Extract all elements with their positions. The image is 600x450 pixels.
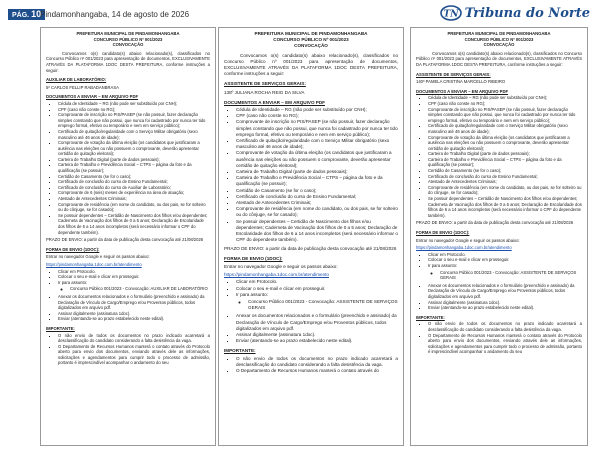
send-method-title: FORMA DE ENVIO (1DOC):	[416, 230, 470, 235]
document-item: ▪ Atestado de Antecedentes Criminais;	[236, 200, 398, 206]
document-item: ▪ Se possuir dependentes – Certidão de Nascimento dos filhos e/ou dependentes; Caderneta de Vacinação dos filhos de 0 a 5 anos; Declaração de Escolaridade dos filhos de 6 a 14 anos incompletos (será necessário informar o CPF do dependente também).	[58, 213, 210, 235]
important-item: ▪ O Departamento de Recursos Humanos manterá o contato através do Protocolo aberto para envio dos documentos, enviando através dele as informações, solicitações e agendamentos para cumprir todo o processo de admissão, portanto é imprescindível acompanhar o andamento do seu	[58, 344, 210, 366]
step-item: ▪ Enviar (atentando-se ao prazo estabelecido neste edital).	[428, 305, 582, 311]
substep-item: ◦ Concurso Público 001/2023 - Convocação: ASSISTENTE DE SERVIÇOS GERAIS	[248, 299, 398, 311]
documents-title: DOCUMENTOS A ENVIAR – EM ARQUIVO PDF	[46, 94, 139, 100]
newspaper-logo-icon	[440, 5, 462, 21]
role-title: ASSISTENTE DE SERVIÇOS GERAIS:	[416, 71, 491, 77]
step-item: ▪ Assinar digitalmente (assinatura 1doc).	[428, 300, 582, 306]
protocol-link[interactable]: https://pindamonhangaba.1doc.com.br/atendimento	[46, 261, 142, 267]
send-method-title: FORMA DE ENVIO (1DOC):	[224, 255, 283, 261]
document-item: ▪ Cédula de Identidade – RG (não pode ser substituído por CNH);	[236, 107, 398, 113]
step-item: ▪ Assinar digitalmente (assinatura 1doc).	[58, 311, 210, 317]
substep-item: ◦ Concurso Público 001/2023 - Convocação: ASSISTENTE DE SERVIÇOS GERAIS	[440, 270, 582, 281]
notice-intro: Convocamos o(s) candidato(s) abaixo relacionado(s), classificados no Concurso Público nº 001/2023 para apresentação de documentos, EXCLUSIVAMENTE ATRAVÉS DA PLATAFORMA 1DOC DESTA PREFEITURA, conforme instruções a seguir:	[46, 50, 210, 73]
document-item: ▪ Certificado de quitação/regularidade com o Serviço Militar obrigatório (sexo masculino até 46 anos de idade);	[236, 138, 398, 150]
document-item: ▪ CPF (caso não conste no RG);	[236, 113, 398, 119]
protocol-link[interactable]: https://pindamonhangaba.1doc.com.br/atendimento	[224, 272, 329, 278]
step-item: ▪ Colocar o seu e-mail e clicar em prosseguir.	[428, 257, 582, 263]
important-item: ▪ O não envio de todos os documentos no prazo indicado acarretará a desclassificação do candidato considerando a falta desistência da vaga.	[428, 321, 582, 332]
document-item: ▪ Certificado de conclusão do curso de Ensino Fundamental;	[58, 179, 210, 185]
notice-org: PREFEITURA MUNICIPAL DE PINDAMONHANGABA	[254, 31, 368, 36]
step-item: ▪ Clicar em Protocolo.	[58, 269, 210, 275]
deadline-text: PRAZO DE ENVIO: a partir da data de publicação desta convocação até 21/08/2026	[224, 245, 397, 251]
step-item: ▪ Enviar (atentando-se ao prazo estabelecido neste edital).	[236, 338, 398, 344]
svg-text:TN: TN	[443, 9, 459, 20]
notice-intro: Convocamos o(s) candidato(s) abaixo relacionado(s), classificados no Concurso Público nº 001/2023 para apresentação de documentos, EXCLUSIVAMENTE ATRAVÉS DA PLATAFORMA 1DOC DESTA PREFEITURA, conforme instruções a seguir:	[224, 52, 398, 77]
steps-list	[416, 252, 582, 311]
document-item: ▪ Comprovante de inscrição no PIS/PASEP (se não possuir, fazer declaração simples constando que não possui, que nunca foi cadastrado por nunca ter tido emprego formal, efetivo ou temporário e nem em serviço público);	[428, 107, 582, 124]
notice-org: PREFEITURA MUNICIPAL DE PINDAMONHANGABA	[447, 31, 551, 36]
notice-contest: CONCURSO PÚBLICO Nº 001/2023	[93, 36, 163, 42]
document-item: ▪ Certificado de conclusão do curso de Auxiliar de Laboratório;	[58, 185, 210, 191]
important-item: ▪ O não envio de todos os documentos no prazo indicado acarretará a desclassificação do candidato considerando a falta desistência da vaga.	[236, 356, 398, 368]
steps-list	[46, 269, 210, 322]
notice-column-3	[410, 27, 588, 446]
document-item: ▪ Certificado de conclusão do curso de Ensino Fundamental;	[428, 174, 582, 180]
document-item: ▪ Comprovante de residência (em nome do candidato, ou dos pais, se for solteiro ou do cônjuge, se for casado);	[428, 185, 582, 196]
document-item: ▪ Carteira de Trabalho Digital (parte de dados pessoais);	[428, 151, 582, 157]
step-item: ▪ Anexar os documentos relacionados e o formulário (preenchido e assinado) da Declaração de Vínculo de Cargo/Emprego e/ou Proventos públicos, todos digitalizados em arquivo pdf.	[428, 283, 582, 300]
candidate-name: 138º JULIANA ROCHA REIG DA SILVA	[224, 89, 305, 95]
notice-call: CONVOCAÇÃO	[112, 42, 144, 48]
step-item: ▪ Ir para assunto:	[236, 292, 398, 298]
notice-column-2	[218, 27, 404, 446]
document-item: ▪ Atestado de Antecedentes Criminais;	[58, 196, 210, 202]
document-item: ▪ Se possuir dependentes – Certidão de Nascimento dos filhos e/ou dependentes; Caderneta de Vacinação dos filhos de 0 a 5 anos; Declaração de Escolaridade dos filhos de 6 a 14 anos incompletos (será necessário informar o CPF do dependente também).	[428, 196, 582, 218]
document-item: ▪ Cédula de Identidade – RG (não pode ser substituído por CNH);	[428, 95, 582, 101]
step-item: ▪ Colocar o seu e-mail e clicar em prosseguir.	[58, 274, 210, 280]
document-item: ▪ Certificado de conclusão do curso de Ensino Fundamental;	[236, 194, 398, 200]
send-method-intro: Entrar no navegador Google e seguir os passos abaixo:	[224, 263, 338, 269]
newspaper-brand	[440, 3, 590, 23]
document-item: ▪ Carteira de Trabalho Digital (parte de dados pessoais);	[58, 157, 210, 163]
document-item: ▪ Comprovante de votação da última eleição (os candidatos que justificaram a ausência nas eleições ou não possuem o comprovante, deverão apresentar certidão de quitação eleitoral);	[428, 135, 582, 152]
step-item: ▪ Ir para assunto:	[428, 263, 582, 269]
notice-org: PREFEITURA MUNICIPAL DE PINDAMONHANGABA	[76, 31, 180, 36]
document-item: ▪ Certidão de Casamento (se for o caso);	[428, 168, 582, 174]
document-item: ▪ Comprovante de votação da última eleição (os candidatos que justificaram a ausência nas eleições ou não possuem o comprovante, deverão apresentar certidão de quitação eleitoral);	[58, 140, 210, 157]
document-item: ▪ Certidão de Casamento (se for o caso);	[236, 188, 398, 194]
document-item: ▪ Atestado de Antecedentes Criminais;	[428, 179, 582, 185]
documents-list	[224, 107, 398, 243]
important-title: IMPORTANTE:	[416, 314, 445, 320]
document-item: ▪ Comprovante de inscrição no PIS/PASEP (se não possuir, fazer declaração simples constando que não possui, que nunca foi cadastrado por nunca ter tido emprego formal, efetivo ou temporário e nem em serviço público);	[58, 112, 210, 129]
step-item: ▪ Colocar o seu e-mail e clicar em prosseguir.	[236, 286, 398, 292]
documents-list	[46, 101, 210, 235]
document-item: ▪ Carteira de Trabalho e Previdência Social – CTPS – página da foto e da qualificação (se possuir);	[58, 162, 210, 173]
step-item: ▪ Clicar em Protocolo.	[236, 279, 398, 285]
substep-list	[428, 270, 582, 281]
document-item: ▪ Certificado de quitação/regularidade com o Serviço Militar obrigatório (sexo masculino até 46 anos de idade);	[428, 123, 582, 134]
substep-list	[58, 286, 210, 292]
document-item: ▪ CPF (caso não conste no RG);	[428, 101, 582, 107]
step-item: ▪ Anexar os documentos relacionados e o formulário (preenchido e assinado) da Declaração de Vínculo de Cargo/Emprego e/ou Proventos públicos, todos digitalizados em arquivo pdf.	[58, 294, 210, 311]
documents-title: DOCUMENTOS A ENVIAR – EM ARQUIVO PDF	[416, 88, 509, 94]
important-item: ▪ O não envio de todos os documentos no prazo indicado acarretará a desclassificação do candidato considerando a falta desistência da vaga.	[58, 333, 210, 344]
notice-intro: Convocamos o(s) candidato(s) abaixo relacionado(s), classificados no Concurso Público nº 001/2023 para apresentação de documentos, EXCLUSIVAMENTE ATRAVÉS DA PLATAFORMA 1DOC DESTA PREFEITURA, conforme instruções a seguir:	[416, 50, 582, 67]
important-item: ▪ O Departamento de Recursos Humanos manterá o contato através do Protocolo aberto para envio dos documentos, enviando através dele as informações, solicitações e agendamentos para cumprir todo o processo de admissão, portanto é imprescindível acompanhar o andamento do seu	[428, 333, 582, 355]
notice-call: CONVOCAÇÃO	[483, 42, 515, 48]
dateline: Pindamonhangaba, 14 de agosto de 2026	[40, 10, 190, 19]
page-header	[0, 0, 600, 26]
document-item: ▪ Carteira de Trabalho e Previdência Social – CTPS – página da foto e da qualificação (se possuir);	[236, 175, 398, 187]
document-item: ▪ Comprovante de residência (em nome do candidato, ou dos pais, se for solteiro ou do cônjuge, se for casado);	[58, 202, 210, 213]
document-item: ▪ Se possuir dependentes – Certidão de Nascimento dos filhos e/ou dependentes; Caderneta de Vacinação dos filhos de 0 a 5 anos; Declaração de Escolaridade dos filhos de 6 a 14 anos incompletos (será necessário informar o CPF do dependente também).	[236, 219, 398, 244]
document-item: ▪ Certificado de quitação/regularidade com o Serviço Militar obrigatório (sexo masculino até 46 anos de idade);	[58, 129, 210, 140]
protocol-link[interactable]: https://pindamonhangaba.1doc.com.br/atendimento	[416, 245, 512, 251]
candidate-name: 5º CARLOS FELLIP RABADANBRASA	[46, 84, 119, 90]
role-title: AUXILIAR DE LABORATÓRIO:	[46, 77, 107, 83]
document-item: ▪ Carteira de Trabalho e Previdência Social – CTPS – página da foto e da qualificação (se possuir);	[428, 157, 582, 168]
send-method-title: FORMA DE ENVIO (1DOC):	[46, 246, 100, 252]
important-item: ▪ O Departamento de Recursos Humanos manterá o contato através do	[236, 368, 398, 374]
step-item: ▪ Ir para assunto:	[58, 280, 210, 286]
notice-contest: CONCURSO PÚBLICO Nº 001/2023	[273, 37, 349, 43]
step-item: ▪ Enviar (atentando-se ao prazo estabelecido neste edital).	[58, 316, 210, 322]
important-title: IMPORTANTE:	[46, 325, 75, 331]
send-method-intro: Entrar no navegador Google e seguir os passos abaixo:	[416, 237, 520, 243]
newspaper-title: Tribuna do Norte	[464, 5, 590, 21]
important-list	[416, 321, 582, 355]
step-item: ▪ Anexar os documentos relacionados e o formulário (preenchido e assinado) da Declaração de Vínculo de Cargo/Emprego e/ou Proventos públicos, todos digitalizados em arquivo pdf.	[236, 313, 398, 332]
document-item: ▪ Cédula de Identidade – RG (não pode ser substituído por CNH);	[58, 101, 210, 107]
step-item: ▪ Assinar digitalmente (assinatura 1doc).	[236, 332, 398, 338]
page-number: 10	[31, 9, 42, 19]
candidate-name: 140º PAMELA CRISTINA MARCELLO RIBEIRO	[416, 79, 506, 85]
notice-contest: CONCURSO PÚBLICO Nº 001/2023	[464, 36, 534, 42]
send-method-intro: Entrar no navegador Google e seguir os passos abaixo:	[46, 254, 150, 260]
document-item: ▪ CPF (caso não conste no RG);	[58, 107, 210, 113]
role-title: ASSISTENTE DE SERVIÇOS GERAIS:	[224, 81, 306, 87]
documents-title: DOCUMENTOS A ENVIAR – EM ARQUIVO PDF	[224, 99, 325, 105]
substep-item: ◦ Concurso Público 001/2023 - Convocação: AUXILIAR DE LABORATÓRIO	[70, 286, 210, 292]
document-item: ▪ Comprovante de inscrição no PIS/PASEP (se não possuir, fazer declaração simples constando que não possui, que nunca foi cadastrado por nunca ter tido emprego formal, efetivo ou temporário e nem em serviço público);	[236, 119, 398, 138]
steps-list	[224, 279, 398, 344]
document-item: ▪ Carteira de Trabalho Digital (parte de dados pessoais);	[236, 169, 398, 175]
documents-list	[416, 95, 582, 218]
deadline-text: PRAZO DE ENVIO: a partir da data de publicação desta convocação até 21/08/2026	[46, 237, 204, 243]
document-item: ▪ Comprovante de votação da última eleição (os candidatos que justificaram a ausência nas eleições ou não possuem o comprovante, deverão apresentar certidão de quitação eleitoral);	[236, 150, 398, 169]
substep-list	[236, 299, 398, 311]
page-label: PÁG.	[12, 12, 30, 19]
deadline-text: PRAZO DE ENVIO: a partir da data de publicação desta convocação até 21/08/2026	[416, 220, 574, 226]
document-item: ▪ Comprovante de residência (em nome do candidato, ou dos pais, se for solteiro ou do cônjuge, se for casado);	[236, 206, 398, 218]
notice-call: CONVOCAÇÃO	[294, 43, 328, 49]
important-list	[224, 356, 398, 375]
important-list	[46, 333, 210, 367]
document-item: ▪ Certidão de Casamento (se for o caso);	[58, 174, 210, 180]
important-title: IMPORTANTE:	[224, 348, 256, 354]
notice-column-1	[40, 27, 216, 446]
document-item: ▪ Comprovante de 6 (seis) meses de experiência na área de atuação;	[58, 190, 210, 196]
step-item: ▪ Clicar em Protocolo.	[428, 252, 582, 258]
